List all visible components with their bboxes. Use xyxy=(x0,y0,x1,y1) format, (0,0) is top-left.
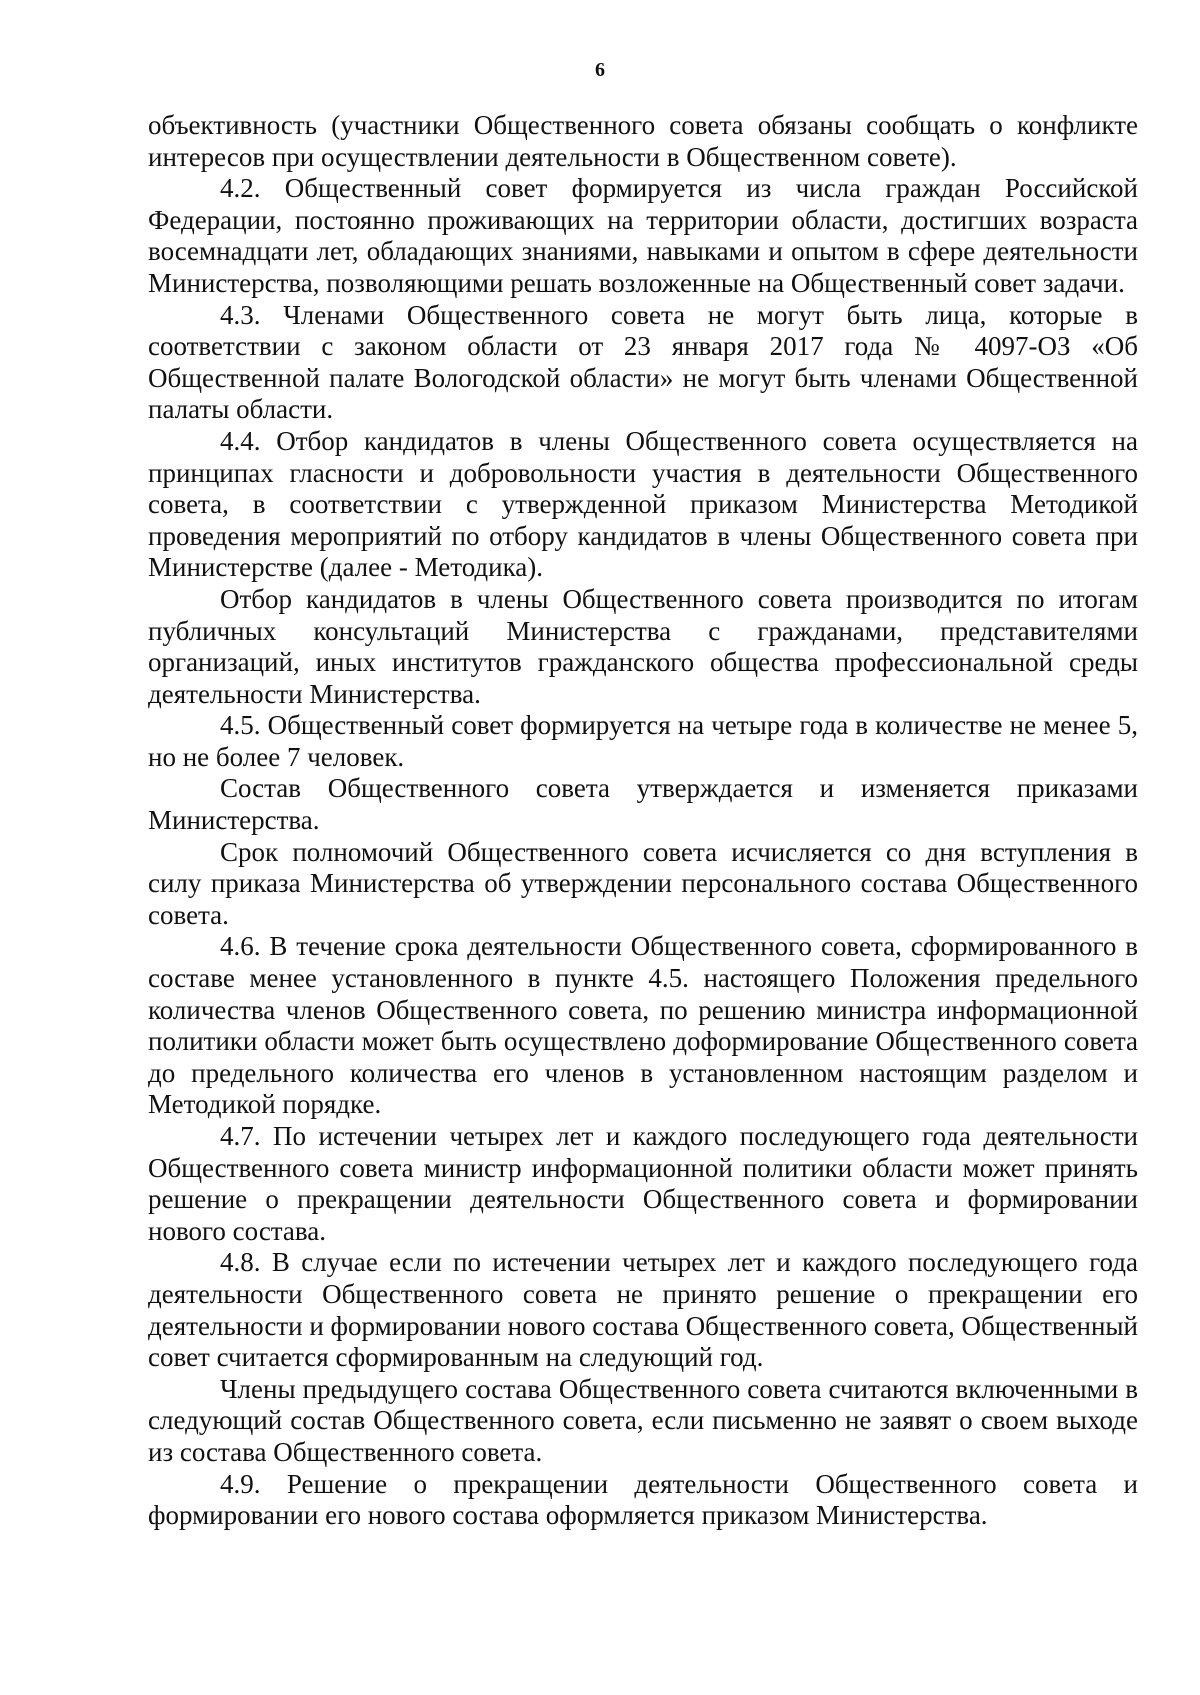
paragraph-4-8-members: Члены предыдущего состава Общественного совета считаются включенными в следующий состав Общественного совета, если письменно не заявят о своем выходе из состава Общественного совета. xyxy=(148,1373,1138,1467)
paragraph-4-5-term: Срок полномочий Общественного совета исчисляется со дня вступления в силу приказа Министерства об утверждении персонального состава Общественного совета. xyxy=(148,836,1138,930)
paragraph-4-7: 4.7. По истечении четырех лет и каждого последующего года деятельности Общественного совета министр информационной политики области может принять решение о прекращении деятельности Общественного совета и формировании нового состава. xyxy=(148,1121,1138,1246)
paragraph-4-4-selection: Отбор кандидатов в члены Общественного совета производится по итогам публичных консультаций Министерства с гражданами, представителями организаций, иных институтов гражданского общества профессиональной среды деятельности Министерства. xyxy=(148,583,1138,709)
page-number: 6 xyxy=(595,59,605,81)
paragraph-4-5: 4.5. Общественный совет формируется на четыре года в количестве не менее 5, но не более 7 человек. xyxy=(148,710,1138,772)
paragraph-continuation: объективность (участники Общественного совета обязаны сообщать о конфликте интересов при осуществлении деятельности в Общественном совете). xyxy=(148,110,1138,172)
paragraph-4-8: 4.8. В случае если по истечении четырех лет и каждого последующего года деятельности Общественного совета не принято решение о прекращении его деятельности и формировании нового состава Общественного совета, Общественный совет считается сформированным на следующий год. xyxy=(148,1247,1138,1373)
document-body xyxy=(148,110,1138,1532)
paragraph-4-9: 4.9. Решение о прекращении деятельности Общественного совета и формировании его нового состава оформляется приказом Министерства. xyxy=(148,1468,1138,1531)
paragraph-4-2: 4.2. Общественный совет формируется из числа граждан Российской Федерации, постоянно проживающих на территории области, достигших возраста восемнадцати лет, обладающих знаниями, навыками и опытом в сфере деятельности Министерства, позволяющими решать возложенные на Общественный совет задачи. xyxy=(148,173,1138,298)
paragraph-4-3: 4.3. Членами Общественного совета не могут быть лица, которые в соответствии с законом области от 23 января 2017 года № 4097-ОЗ «Об Общественной палате Вологодской области» не могут быть членами Общественной палаты области. xyxy=(148,299,1138,425)
paragraph-4-4: 4.4. Отбор кандидатов в члены Общественного совета осуществляется на принципах гласности и добровольности участия в деятельности Общественного совета, в соответствии с утвержденной приказом Министерства Методикой проведения мероприятий по отбору кандидатов в члены Общественного совета при Министерстве (далее - Методика). xyxy=(148,425,1138,583)
paragraph-4-5-composition: Состав Общественного совета утверждается и изменяется приказами Министерства. xyxy=(148,773,1138,836)
paragraph-4-6: 4.6. В течение срока деятельности Общественного совета, сформированного в составе менее установленного в пункте 4.5. настоящего Положения предельного количества членов Общественного совета, по решению министра информационной политики области может быть осуществлено доформирование Общественного совета до предельного количества его членов в установленном настоящим разделом и Методикой порядке. xyxy=(148,931,1138,1120)
